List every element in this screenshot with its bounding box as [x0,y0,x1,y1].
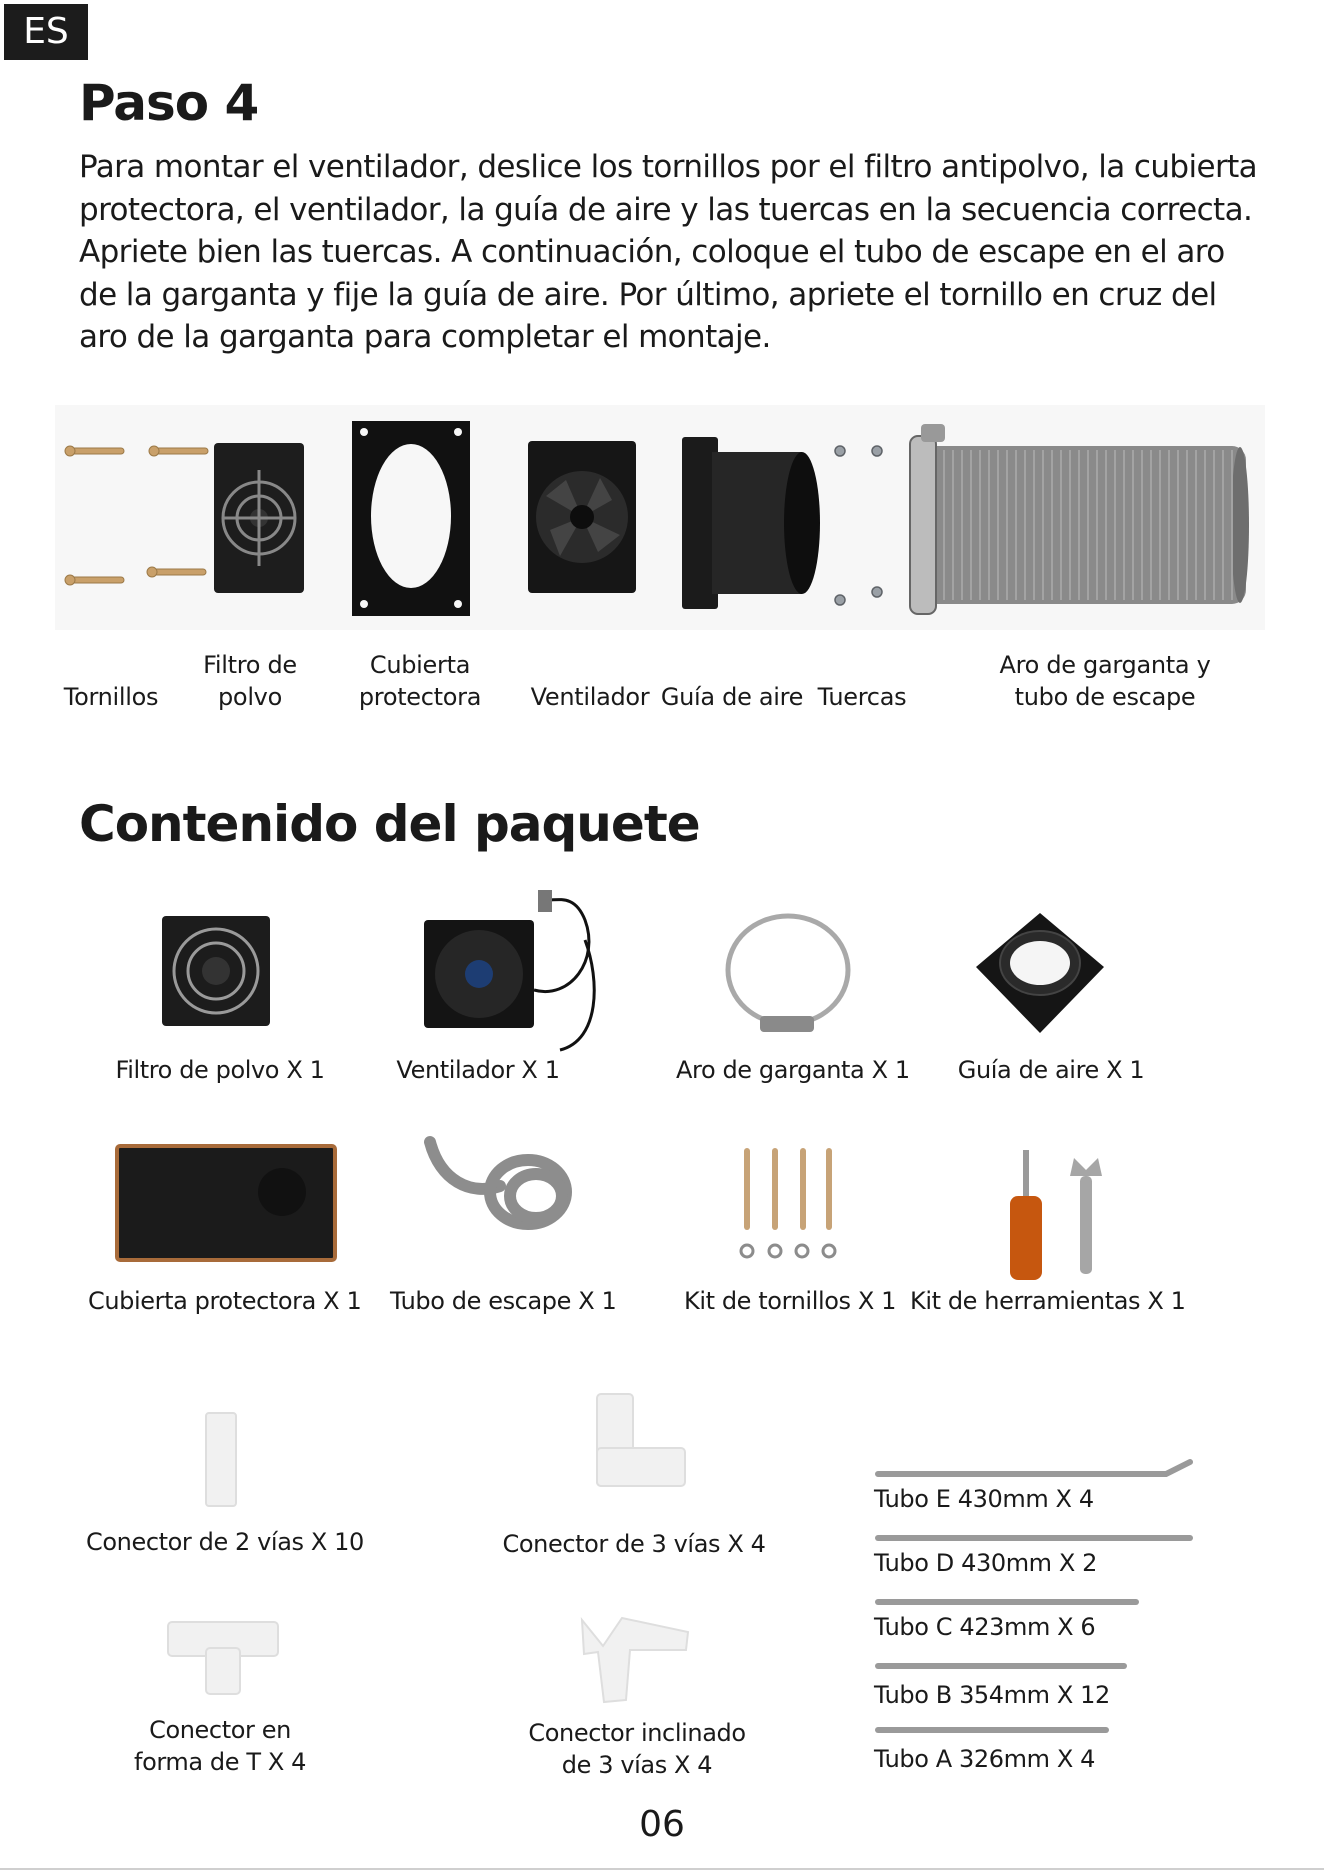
label-screws: Tornillos [63,683,159,711]
clamp-item-image [728,916,848,1032]
air-guide-item-image [976,913,1104,1033]
language-tag: ES [4,4,88,60]
item-three-way-connector: Conector de 3 vías X 4 [502,1530,766,1558]
instruction-line: de la garganta y fije la guía de aire. Por último, apriete el tornillo en cruz del [79,276,1217,313]
item-t-connector: Conector en forma de T X 4 [134,1716,306,1776]
protective-cover-item-image [117,1146,335,1260]
dust-filter-item-image [162,916,270,1026]
item-two-way-connector: Conector de 2 vías X 10 [86,1528,364,1556]
tube-c-label: Tubo C 423mm X 6 [874,1613,1096,1641]
item-angled-connector: Conector inclinado de 3 vías X 4 [528,1719,746,1779]
item-clamp: Aro de garganta X 1 [676,1056,910,1084]
item-screw-kit: Kit de tornillos X 1 [684,1287,896,1315]
item-air-guide: Guía de aire X 1 [957,1056,1145,1084]
tube-d-label: Tubo D 430mm X 2 [874,1549,1098,1577]
instruction-line: Para montar el ventilador, deslice los tornillos por el filtro antipolvo, la cubierta [79,149,1258,185]
tool-kit-item-image [1010,1150,1102,1280]
page-number: 06 [639,1804,685,1845]
tube-e-label: Tubo E 430mm X 4 [874,1485,1094,1513]
item-protective-cover: Cubierta protectora X 1 [88,1287,362,1315]
instruction-line: Apriete bien las tuercas. A continuación, coloque el tubo de escape en el aro [79,234,1225,270]
label-dust-filter: Filtro de polvo [203,651,297,711]
label-clamp-and-tube: Aro de garganta y tubo de escape [999,651,1211,711]
screw-kit-item-image [741,1148,835,1257]
package-contents-title: Contenido del paquete [79,795,700,853]
instruction-line: protectora, el ventilador, la guía de aire y las tuercas en la secuencia correcta. [79,191,1253,228]
exhaust-hose-item-image [430,1142,566,1224]
label-fan: Ventilador [530,683,650,711]
two-way-connector-image [206,1413,236,1506]
item-dust-filter: Filtro de polvo X 1 [115,1056,325,1084]
tube-b-label: Tubo B 354mm X 12 [874,1681,1110,1709]
label-nuts: Tuercas [817,683,907,711]
item-fan: Ventilador X 1 [396,1056,560,1084]
label-air-guide: Guía de aire [660,683,804,711]
t-connector-image [168,1622,278,1694]
item-tool-kit: Kit de herramientas X 1 [910,1287,1186,1315]
step-title: Paso 4 [79,74,259,132]
three-way-connector-image [597,1394,685,1486]
tube-a-label: Tubo A 326mm X 4 [874,1745,1095,1773]
bottom-divider [0,1868,1324,1870]
angled-connector-image [582,1618,688,1702]
label-protective-cover: Cubierta protectora [358,651,482,711]
fan-item-image [424,890,594,1050]
instruction-line: aro de la garganta para completar el montaje. [79,319,771,355]
item-exhaust-hose: Tubo de escape X 1 [390,1287,617,1315]
